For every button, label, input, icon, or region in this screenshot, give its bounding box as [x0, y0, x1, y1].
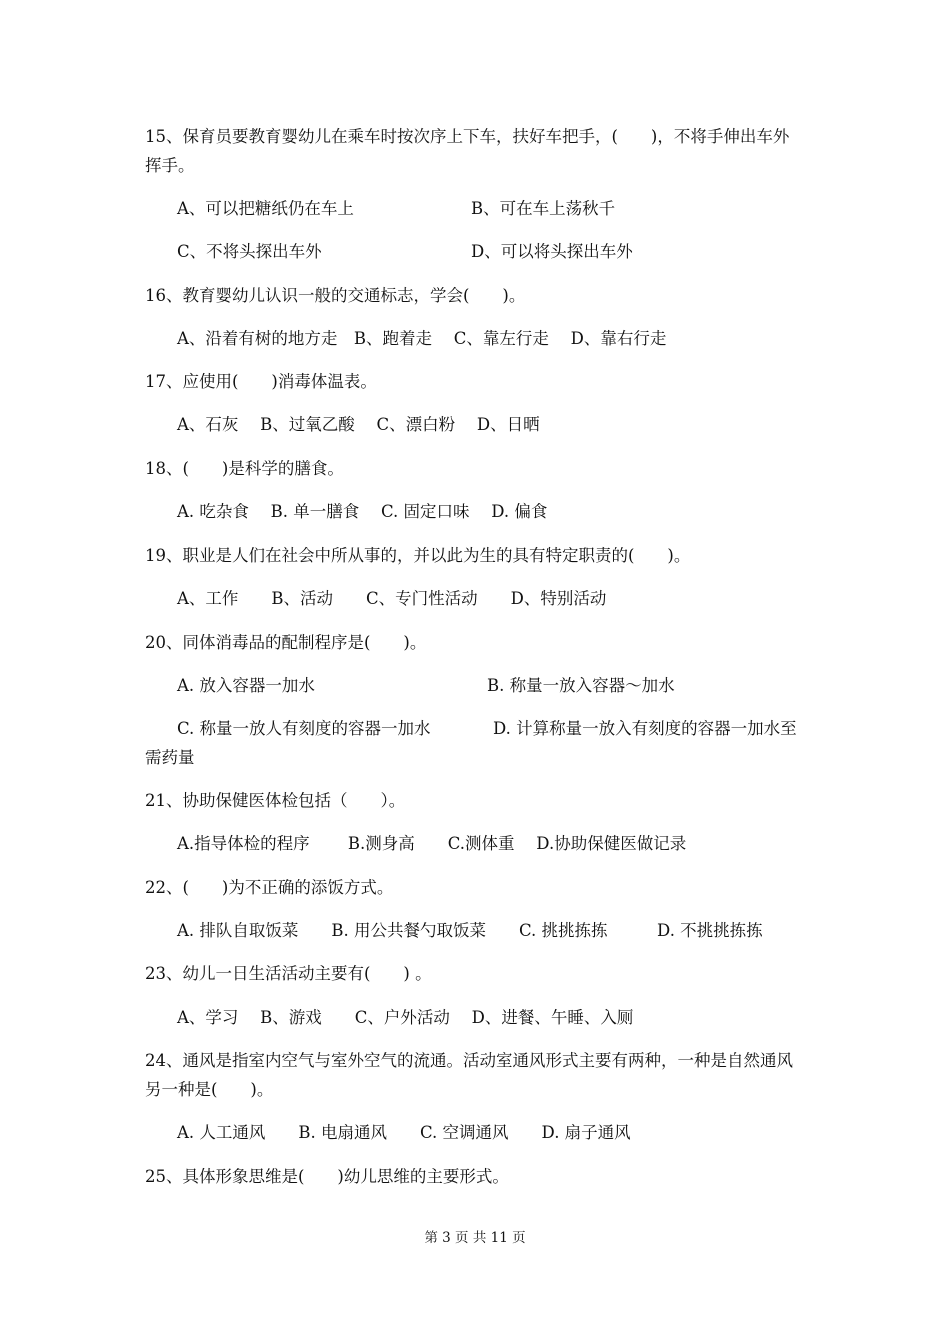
question-22-options: A. 排队自取饭菜 B. 用公共餐勺取饭菜 C. 挑挑拣拣 D. 不挑挑拣拣 [177, 921, 763, 940]
question-16-options: A、沿着有树的地方走 B、跑着走 C、靠左行走 D、靠右行走 [177, 329, 667, 348]
question-22-text: 22、( )为不正确的添饭方式。 [145, 878, 394, 897]
question-25-text: 25、具体形象思维是( )幼儿思维的主要形式。 [145, 1167, 509, 1186]
question-15-option-a: A、可以把糖纸仍在车上 [177, 199, 354, 218]
question-24-text: 24、通风是指室内空气与室外空气的流通。活动室通风形式主要有两种，一种是自然通风 [145, 1051, 793, 1070]
question-20-option-a: A. 放入容器一加水 [177, 676, 315, 695]
question-23-text: 23、幼儿一日生活活动主要有( ) 。 [145, 964, 432, 983]
question-17-text: 17、应使用( )消毒体温表。 [145, 372, 377, 391]
question-21-options: A.指导体检的程序 B.测身高 C.测体重 D.协助保健医做记录 [177, 834, 687, 853]
question-24-text-cont: 另一种是( )。 [145, 1080, 274, 1099]
question-15-option-c: C、不将头探出车外 [177, 242, 322, 261]
question-20-option-b: B. 称量一放入容器～加水 [487, 676, 675, 695]
question-21-text: 21、协助保健医体检包括（ ）。 [145, 791, 406, 810]
question-15-text-cont: 挥手。 [145, 156, 195, 175]
question-23-options: A、学习 B、游戏 C、户外活动 D、进餐、午睡、入厕 [177, 1008, 634, 1027]
question-20-option-d: D. 计算称量一放入有刻度的容器一加水至 [493, 719, 797, 738]
question-19-text: 19、职业是人们在社会中所从事的，并以此为生的具有特定职责的( )。 [145, 546, 691, 565]
question-15-option-b: B、可在车上荡秋千 [471, 199, 616, 218]
question-18-text: 18、( )是科学的膳食。 [145, 459, 344, 478]
question-24-options: A. 人工通风 B. 电扇通风 C. 空调通风 D. 扇子通风 [177, 1123, 631, 1142]
question-17-options: A、石灰 B、过氧乙酸 C、漂白粉 D、日晒 [177, 415, 540, 434]
question-18-options: A. 吃杂食 B. 单一膳食 C. 固定口味 D. 偏食 [177, 502, 548, 521]
question-16-text: 16、教育婴幼儿认识一般的交通标志，学会( )。 [145, 286, 526, 305]
question-20-option-d-cont: 需药量 [145, 748, 195, 767]
page-number-footer: 第 3 页 共 11 页 [424, 1230, 526, 1246]
question-19-options: A、工作 B、活动 C、专门性活动 D、特别活动 [177, 589, 607, 608]
question-15-option-d: D、可以将头探出车外 [471, 242, 633, 261]
question-20-option-c: C. 称量一放人有刻度的容器一加水 [177, 719, 431, 738]
question-15-text: 15、保育员要教育婴幼儿在乘车时按次序上下车，扶好车把手，( )，不将手伸出车外 [145, 127, 790, 146]
question-20-text: 20、同体消毒品的配制程序是( )。 [145, 633, 427, 652]
